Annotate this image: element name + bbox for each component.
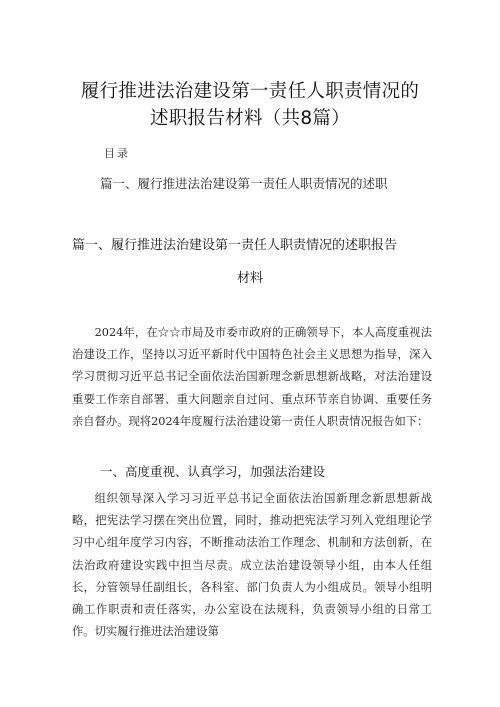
section-title-line-2: 材料	[236, 271, 263, 286]
subheading-1: 一、高度重视、认真学习，加强法治建设	[100, 464, 326, 479]
toc-item-1[interactable]: 篇一、履行推进法治建设第一责任人职责情况的述职	[100, 176, 388, 191]
document-title-line-1: 履行推进法治建设第一责任人职责情况的	[80, 81, 420, 102]
section-title-line-1: 篇一、履行推进法治建设第一责任人职责情况的述职报告	[72, 238, 398, 253]
body-paragraph-1: 2024年，在☆☆市局及市委市政府的正确领导下，本人高度重视法治建设工作，坚持以习近平新时代中国特色社会主义思想为指导，深入学习贯彻习近平总书记全面依法治国新理念新思想新战略，对法治建设重要工作亲自部署、重大问题亲自过问、重点环节亲自协调、重要任务亲自督办。现将2024年度履行法治建设第一责任人职责情况报告如下：	[72, 326, 432, 428]
document-title	[40, 78, 460, 132]
toc-heading: 目录	[104, 147, 130, 160]
document-title-line-2: 述职报告材料（共8篇）	[149, 108, 351, 129]
body-paragraph-2: 组织领导深入学习习近平总书记全面依法治国新理念新思想新战略，把宪法学习摆在突出位置，同时，推动把宪法学习列入党组理论学习中心组年度学习内容，不断推动法治工作理念、机制和方法创新，在法治政府建设实践中担当尽责。成立法治建设领导小组，由本人任组长，分管领导任副组长，各科室、部门负责人为小组成员。领导小组明确工作职责和责任落实，办公室设在法规科，负责领导小组的日常工作。切实履行推进法治建设第	[72, 492, 432, 639]
